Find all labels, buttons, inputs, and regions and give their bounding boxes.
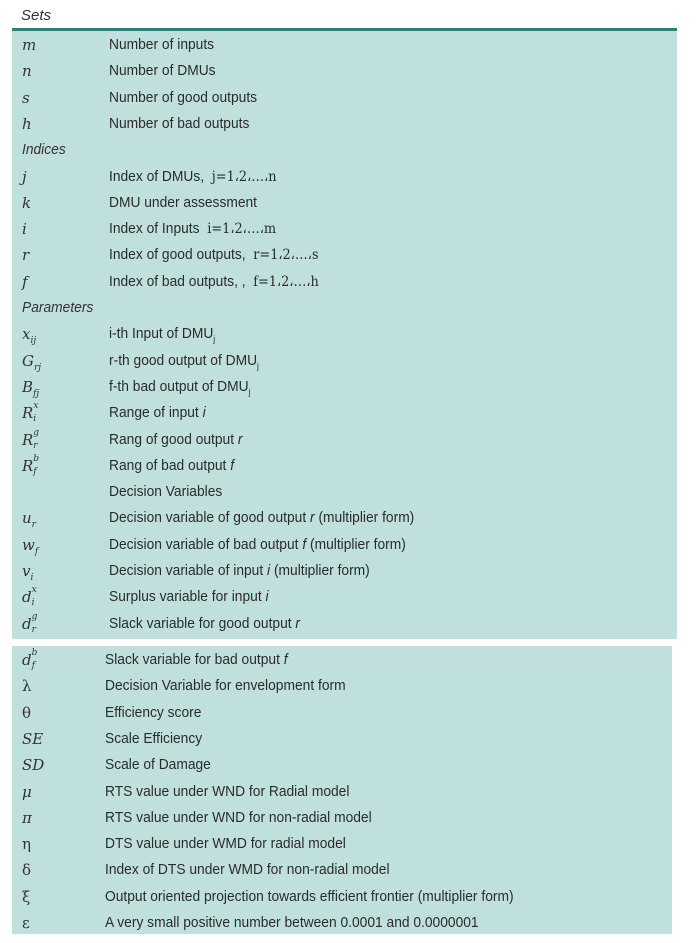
symbol-base: d [22,614,32,633]
symbol-base: d [22,651,32,669]
table-row [12,611,677,637]
symbol-base: R [22,404,34,423]
table-row [12,190,677,216]
table-row [12,453,677,479]
table-row [12,647,672,673]
description-text: Decision variable of input [109,562,264,579]
row-symbol: η [22,835,31,854]
description-text: Decision variable of good output [109,509,307,527]
description-text: Decision variable of bad output [109,535,299,553]
row-description [105,831,346,857]
row-description [105,884,514,910]
description-tail: (multiplier form) [273,562,370,579]
row-symbol: SE [22,729,44,748]
row-description [109,164,277,190]
description-text: r-th good output of DMU [109,351,258,369]
symbol-subscript: f [33,466,37,477]
symbol-base: B [22,377,34,396]
table-row [12,321,677,347]
symbol-base: u [22,509,32,528]
row-description [105,700,201,726]
row-description [105,805,372,831]
description-text: Decision Variable for envelopment form [105,677,346,695]
table-row [12,700,672,726]
row-description [109,190,257,216]
row-symbol: n [22,62,32,81]
table-row [12,374,677,400]
symbol-superscript: x [33,401,39,412]
symbol-superscript: g [31,611,38,622]
description-text: Slack variable for bad output [105,651,280,668]
description-italic: r [237,430,243,448]
row-description [109,32,214,58]
table-row [12,242,677,268]
row-symbol: i [22,220,27,239]
row-description [109,400,206,426]
row-description [109,242,319,268]
table-row [12,532,677,558]
row-description [109,111,249,137]
symbol-superscript: x [31,585,37,596]
row-symbol: k [22,193,32,212]
description-italic: f [230,456,235,474]
description-italic: i [267,562,271,579]
row-description [105,779,349,805]
row-symbol [22,427,43,453]
table-row [12,216,677,242]
symbol-base: R [22,430,34,449]
description-text: Surplus variable for input [109,588,262,606]
row-description [105,673,346,699]
symbol-subscript: ij [30,336,37,347]
table-row [12,805,672,831]
row-description [105,647,288,673]
description-text: DTS value under WMD for radial model [105,835,346,853]
description-text: f-th bad output of DMU [109,377,249,395]
row-symbol: m [22,36,37,54]
description-text: A very small positive number between 0.0001 and 0.0000001 [105,914,479,931]
row-symbol [22,611,42,637]
description-text: Output oriented projection towards efficient frontier (multiplier form) [105,887,514,905]
description-text: Index of DMUs, [109,167,205,185]
row-description [109,532,406,558]
description-italic: f [302,535,307,553]
description-italic: r [295,614,301,632]
nomenclature-panel-1 [12,31,677,639]
indices-heading: Indices [22,141,66,159]
row-symbol: f [22,272,28,291]
symbol-subscript: r [33,440,38,451]
description-text: RTS value under WND for non-radial model [105,808,372,826]
description-text: Efficiency score [105,703,202,721]
description-text: Number of bad outputs [109,114,250,132]
description-italic: i [265,588,269,606]
description-text: Index of DTS under WMD for non-radial model [105,861,390,879]
symbol-superscript: b [31,648,38,658]
table-row [12,779,672,805]
row-symbol: θ [22,703,32,722]
description-text: Rang of bad output [109,456,227,474]
row-symbol [22,584,42,610]
description-text: i-th Input of DMU [109,325,214,343]
description-text: Number of inputs [109,36,215,53]
row-symbol: λ [22,677,32,696]
symbol-scripts [31,648,42,671]
row-symbol: SD [22,756,45,775]
description-text: Range of input [109,404,199,422]
row-description [105,857,390,883]
table-row [12,831,672,857]
table-row [12,427,677,453]
row-description [109,453,234,479]
symbol-scripts [31,585,42,609]
row-description [109,584,269,610]
description-text: Scale Efficiency [105,729,203,747]
symbol-scripts [33,401,43,425]
table-row [12,558,677,584]
table-row [12,857,672,883]
index-range: j=1،2،…،n [211,168,277,185]
row-symbol: π [22,808,32,827]
row-symbol: r [22,246,30,265]
symbol-subscript: f [31,661,35,671]
row-description [109,427,243,453]
description-text: Index of bad outputs, , [109,272,246,290]
row-description [109,558,370,584]
row-description [109,505,414,531]
symbol-subscript: fj [33,388,40,399]
description-subscript: j [213,334,216,345]
row-symbol [22,400,43,426]
symbol-subscript: i [30,573,34,583]
description-text: Number of good outputs [109,88,258,106]
description-text: Slack variable for good output [109,614,292,632]
symbol-subscript: i [33,414,37,425]
symbol-subscript: i [31,598,35,609]
table-row [12,32,677,58]
index-range: i=1،2،…،m [207,221,277,238]
table-row [12,85,677,111]
description-tail: (multiplier form) [318,509,415,527]
description-text: DMU under assessment [109,193,258,211]
row-description [109,85,257,111]
table-row [12,164,677,190]
row-description [109,269,319,295]
description-subscript: j [257,360,259,371]
symbol-scripts [31,611,42,635]
description-text: Number of DMUs [109,62,216,80]
symbol-base: R [22,456,34,475]
row-symbol: ε [22,914,30,932]
row-description [109,58,216,84]
symbol-base: w [22,535,35,554]
symbol-subscript: rj [33,362,42,373]
description-text: RTS value under WND for Radial model [105,782,350,800]
row-symbol: μ [22,782,32,801]
row-description [109,216,276,242]
table-row [12,269,677,295]
row-description [105,726,202,752]
row-symbol: h [22,114,32,133]
description-italic: f [283,651,288,668]
symbol-base: x [22,325,31,344]
index-range: r=1،2،…،s [253,247,319,264]
description-tail: (multiplier form) [310,535,406,553]
description-text: Index of good outputs, [109,246,246,264]
description-text: Index of Inputs [109,220,200,238]
table-row [12,673,672,699]
parameters-heading: Parameters [22,299,94,316]
decision-heading-text: Decision Variables [109,483,223,501]
nomenclature-panel-2 [12,646,672,934]
table-row [12,58,677,84]
index-range: f=1،2،…،h [253,273,319,290]
row-symbol: ξ [22,887,31,906]
symbol-superscript: b [33,453,40,464]
symbol-base: d [22,588,32,607]
description-text: Scale of Damage [105,756,211,774]
decision-variables-heading [12,479,677,505]
symbol-base: G [22,351,34,370]
symbol-subscript: r [31,624,36,635]
table-row [12,111,677,137]
description-text: Rang of good output [109,430,235,448]
symbol-subscript: f [34,546,39,557]
row-symbol: s [22,88,30,107]
table-row [12,726,672,752]
table-row [12,505,677,531]
table-row [12,910,672,936]
row-symbol [22,647,42,673]
symbol-scripts [33,453,43,477]
description-italic: r [310,509,315,527]
table-row [12,348,677,374]
table-row [12,752,672,778]
row-description [105,910,479,936]
row-symbol [22,453,43,479]
description-subscript: j [248,386,251,397]
table-row [12,400,677,426]
table-header [12,0,677,28]
symbol-scripts [33,427,43,451]
symbol-base: v [22,562,31,580]
row-description [105,752,211,778]
row-symbol: δ [22,861,32,880]
row-description [109,611,300,637]
sets-heading: Sets [21,7,52,24]
symbol-superscript: g [33,427,40,438]
description-italic: i [202,404,206,422]
table-row [12,584,677,610]
row-symbol: j [22,167,27,186]
symbol-subscript: r [31,520,36,531]
table-row [12,884,672,910]
